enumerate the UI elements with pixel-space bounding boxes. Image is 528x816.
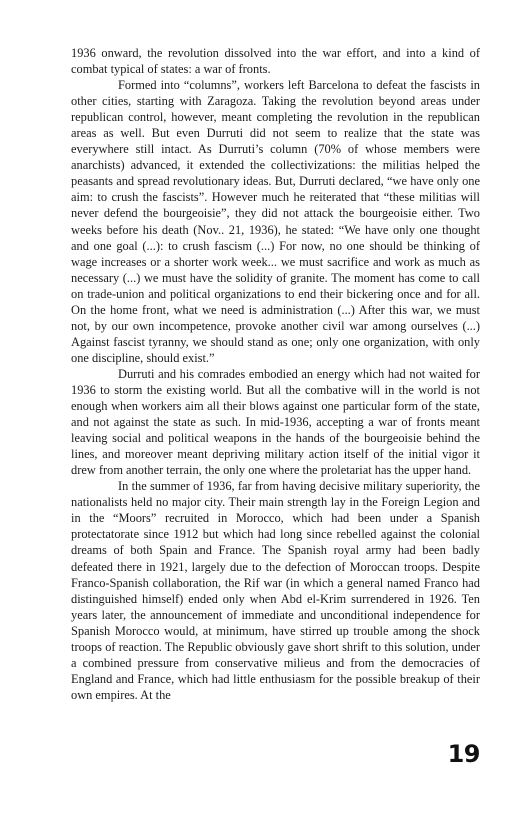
- paragraph: Formed into “columns”, workers left Barcelona to defeat the fascists in other cities, starting with Zaragoza. Taking the revolution beyond areas under republican control, however, meant completing the revolution in the republican areas as well. But even Durruti did not seem to realize that the state was everywhere still intact. As Durruti’s column (70% of whose members were anarchists) advanced, it extended the collectivizations: the militias helped the peasants and spread revolutionary ideas. But, Durruti declared, “we have only one aim: to crush the fascists”. However much he reiterated that “these militias will never defend the bourgeoisie”, they did not attack the bourgeoisie either. Two weeks before his death (Nov.. 21, 1936), he stated: “We have only one thought and one goal (...): to crush fascism (...) For now, no one should be thinking of wage increases or a shorter work week... we must sacrifice and work as much as necessary (...) we must have the solidity of granite. The moment has come to call on trade-union and political organizations to end their bickering once and for all. On the home front, what we need is administration (...) After this war, we must not, by our own incompetence, provoke another civil war among ourselves (...) Against fascist tyranny, we should stand as one; only one organization, with only one discipline, should exist.”: [71, 78, 480, 365]
- paragraph: 1936 onward, the revolution dissolved into the war effort, and into a kind of combat typical of states: a war of fronts.: [71, 46, 480, 77]
- page-number: 19: [447, 740, 480, 768]
- page-body: [71, 45, 480, 703]
- paragraph: In the summer of 1936, far from having decisive military superiority, the nationalists held no major city. Their main strength lay in the Foreign Legion and in the “Moors” recruited in Morocco, which had been under a Spanish protectatorate since 1912 but which had long since rebelled against the colonial dreams of both Spain and France. The Spanish royal army had been badly defeated there in 1921, largely due to the defection of Moroccan troops. Despite Franco-Spanish collaboration, the Rif war (in which a general named Franco had distinguished himself) ended only when Abd el-Krim surrendered in 1926. Ten years later, the announcement of immediate and unconditional independence for Spanish Morocco would, at minimum, have stirred up trouble among the shock troops of reaction. The Republic obviously gave short shrift to this solution, under a combined pressure from conservative milieus and from the democracies of England and France, which had little enthusiasm for the possible breakup of their own empires. At the: [71, 479, 480, 702]
- paragraph: Durruti and his comrades embodied an energy which had not waited for 1936 to storm the existing world. But all the combative will in the world is not enough when workers aim all their blows against one particular form of the state, and not against the state as such. In mid-1936, accepting a war of fronts meant leaving social and political weapons in the hands of the bourgeoisie behind the lines, and moreover meant depriving military action itself of the initial vigor it drew from another terrain, the only one where the proletariat has the upper hand.: [71, 366, 480, 478]
